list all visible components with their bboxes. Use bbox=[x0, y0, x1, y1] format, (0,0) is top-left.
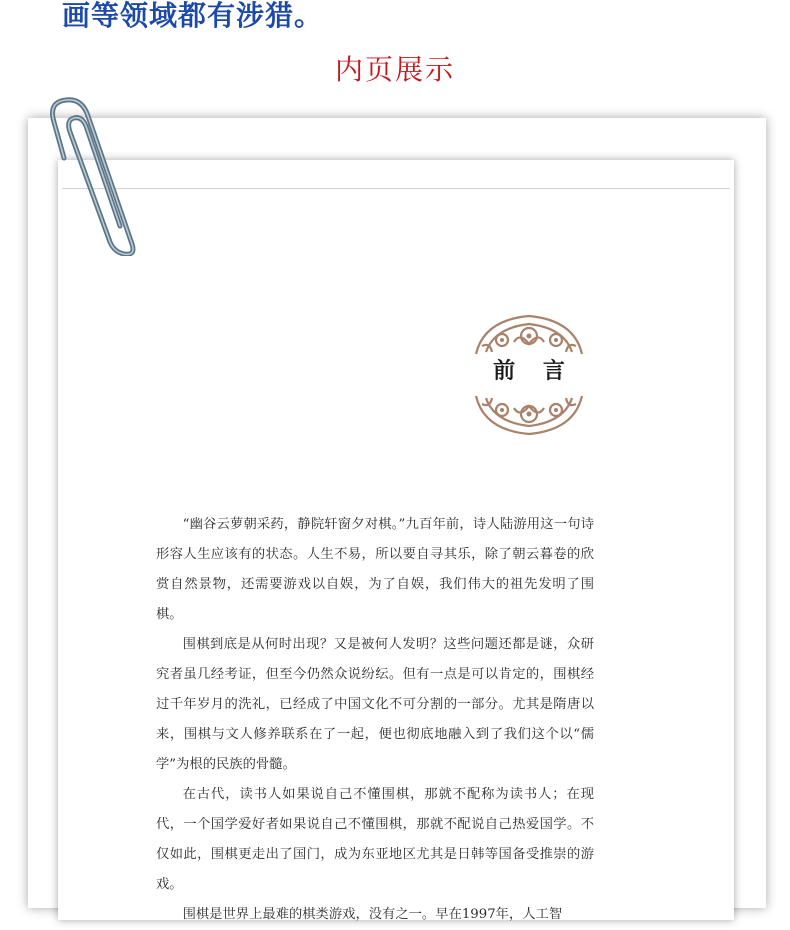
page-heading: 前 言 bbox=[493, 358, 575, 384]
intro-text-tail: 画等领域都有涉猎。 bbox=[62, 0, 324, 32]
paragraph: 在古代，读书人如果说自己不懂围棋，那就不配称为读书人；在现代，一个国学爱好者如果说自己不懂围棋，那就不配说自己热爱国学。不仅如此，围棋更走出了国门，成为东亚地区尤其是日韩等国备受推崇的游戏。 bbox=[156, 787, 594, 892]
paperclip-icon bbox=[34, 96, 154, 256]
paragraph: “幽谷云萝朝采药，静院轩窗夕对棋。”九百年前，诗人陆游用这一句诗形容人生应该有的状态。人生不易，所以要自寻其乐，除了朝云暮卷的欣赏自然景物，还需要游戏以自娱，为了自娱，我们伟大的祖先发明了围棋。 bbox=[156, 517, 594, 622]
preface-body bbox=[156, 510, 594, 930]
header-rule bbox=[62, 188, 730, 189]
paragraph: 围棋到底是从何时出现？又是被何人发明？这些问题还都是谜，众研究者虽几经考证，但至今仍然众说纷纭。但有一点是可以肯定的，围棋经过千年岁月的洗礼，已经成了中国文化不可分割的一部分。尤其是隋唐以来，围棋与文人修养联系在了一起，便也彻底地融入到了我们这个以“儒学”为根的民族的骨髓。 bbox=[156, 637, 594, 772]
section-title: 内页展示 bbox=[334, 53, 455, 86]
paragraph: 围棋是世界上最难的棋类游戏，没有之一。早在1997年，人工智 bbox=[182, 907, 563, 922]
